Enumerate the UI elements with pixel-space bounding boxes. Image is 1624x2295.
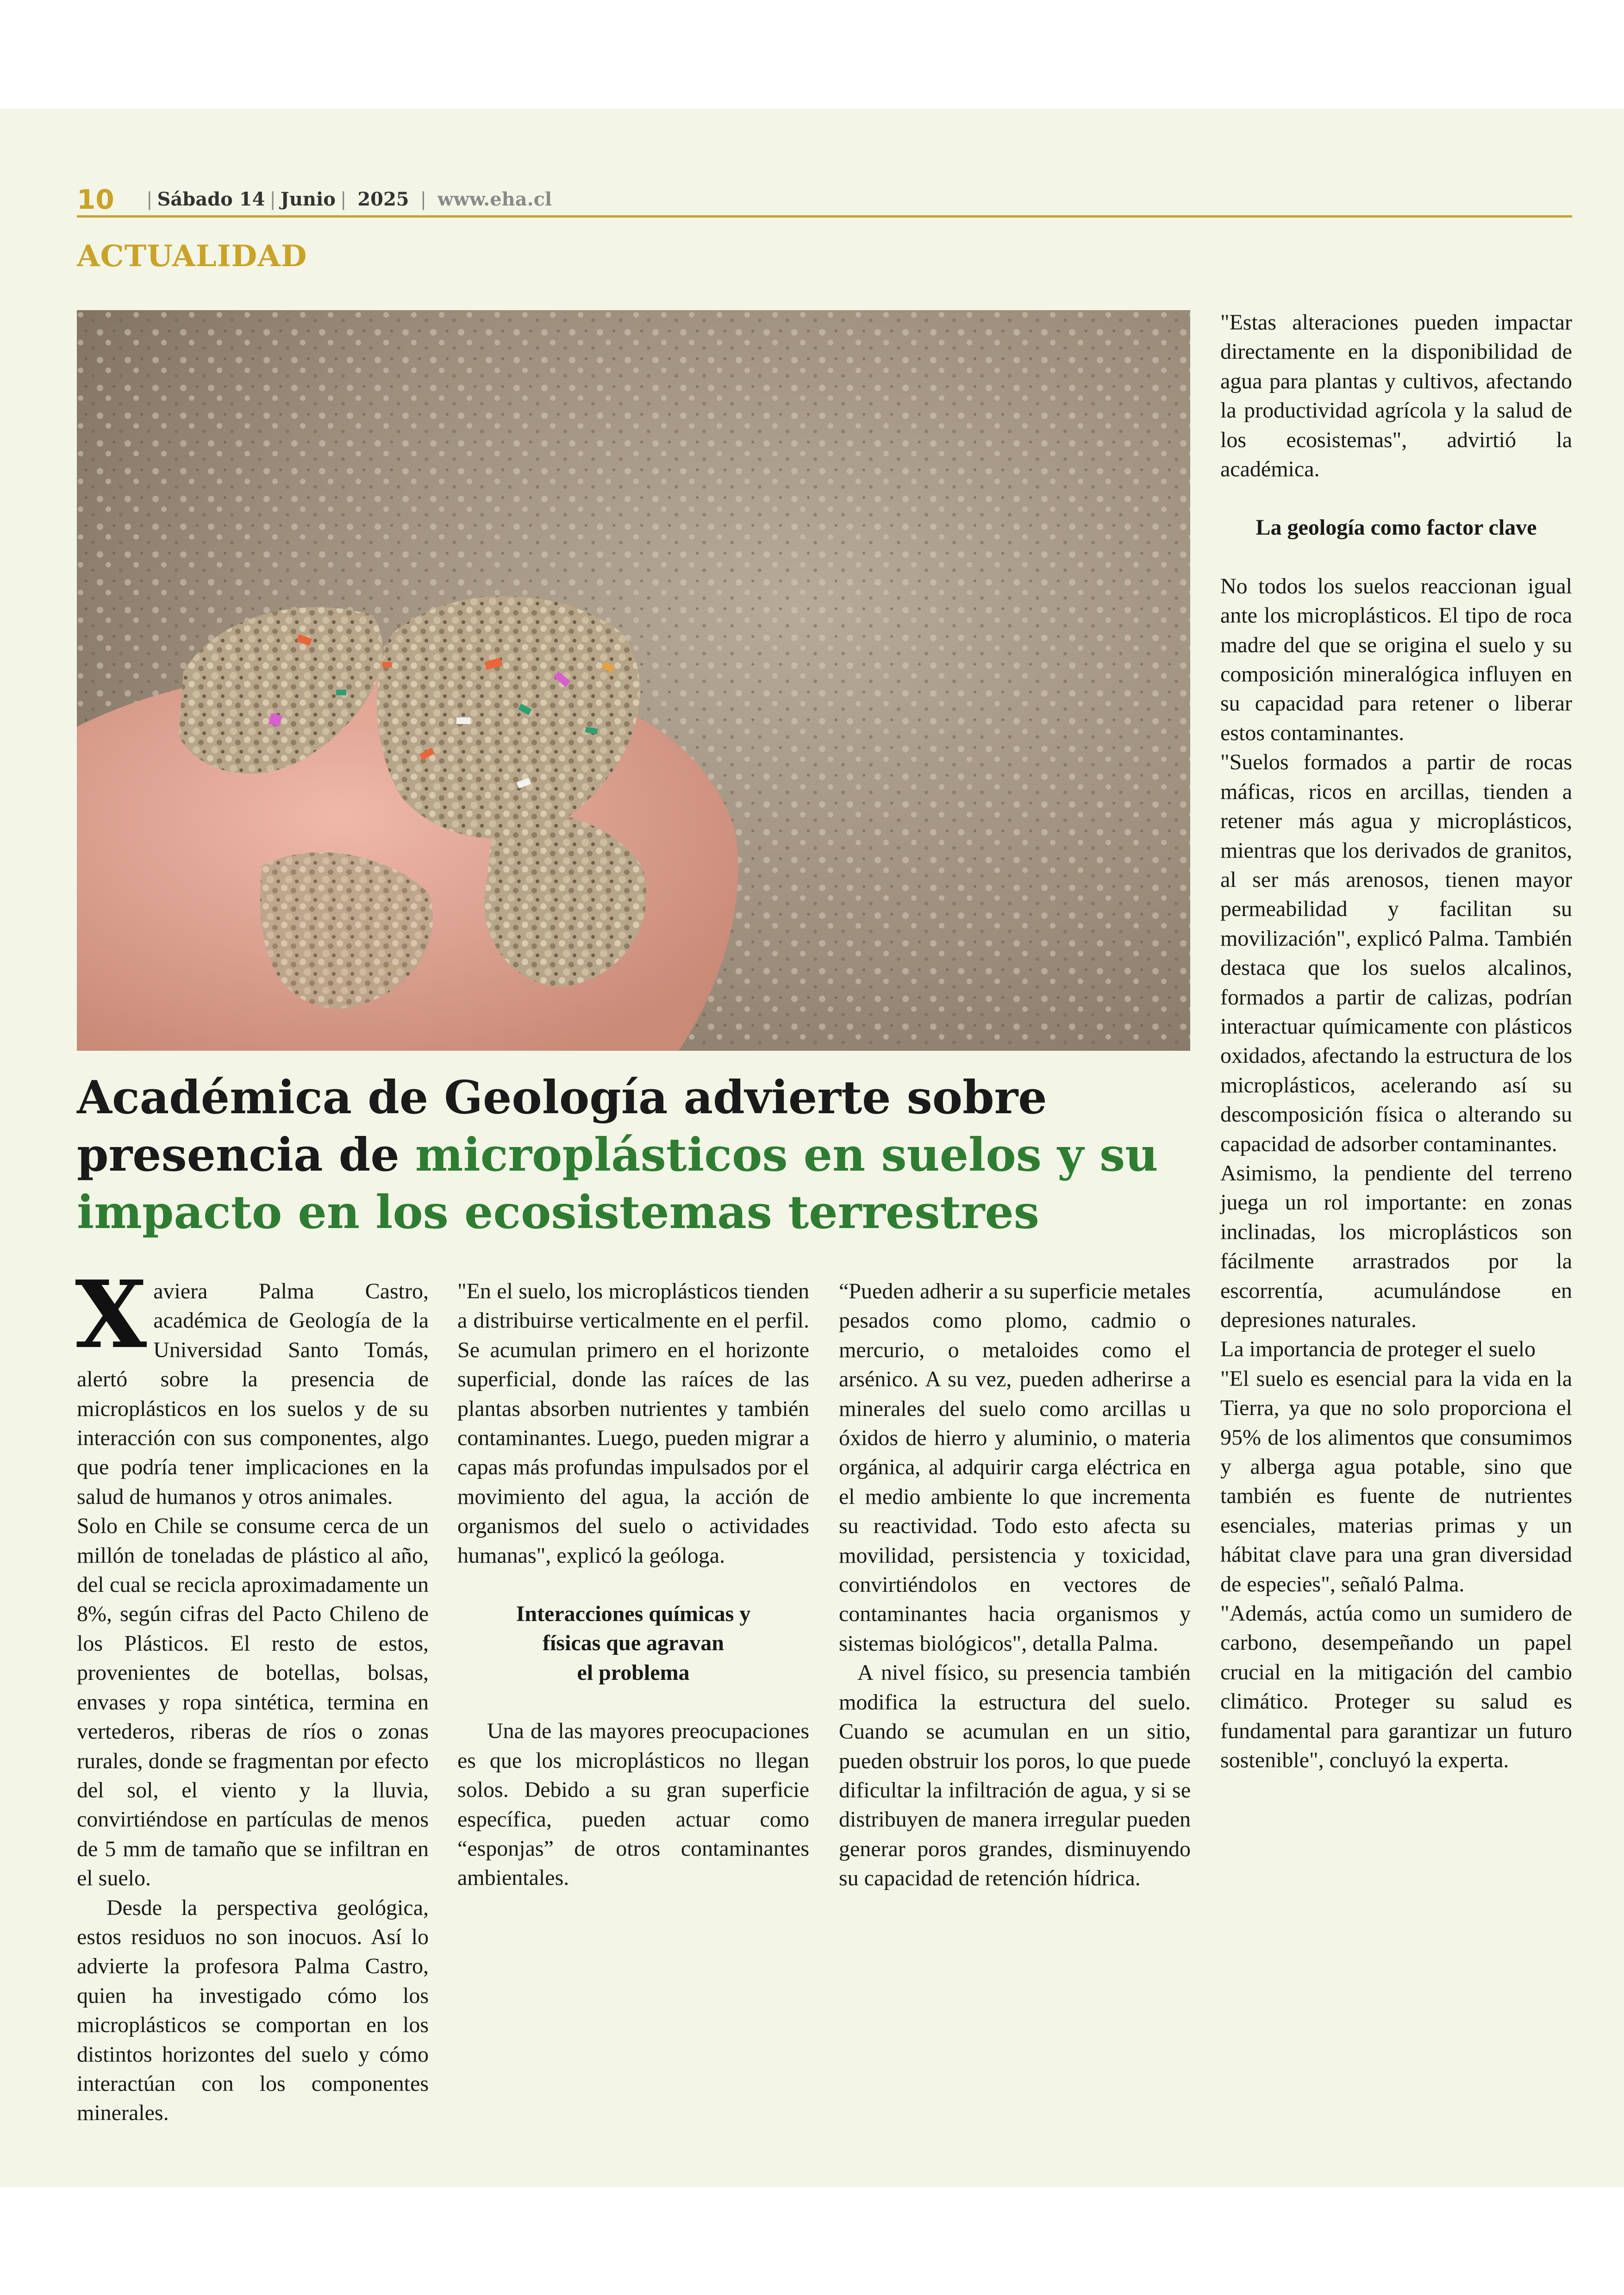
section-label: ACTUALIDAD [77, 239, 307, 274]
paragraph: "Además, actúa como un sumidero de carbono, desempeñando un papel crucial en la mitigación del cambio climático. Proteger su salud es fundamental para garantizar un futuro sostenible", concluyó la experta. [1220, 1601, 1572, 1773]
paragraph: "El suelo es esencial para la vida en la Tierra, ya que no solo proporciona el 95% de los alimentos que consumimos y alberga agua potable, sino que también es fuente de nutrientes esenciales, materias primas y un hábitat clave para una gran diversidad de especies", señaló Palma. [1220, 1366, 1572, 1597]
paragraph: A nivel físico, su presencia también modifica la estructura del suelo. Cuando se acumulan en un sitio, pueden obstruir los poros, lo que puede dificultar la infiltración de agua, y si se distribuyen de manera irregular pueden generar poros grandes, disminuyendo su capacidad de retención hídrica. [839, 1660, 1191, 1891]
article-column-3 [839, 1277, 1191, 1893]
headline-part-green: microplásticos en suelos y su impacto en los ecosistemas terrestres [77, 1129, 1158, 1239]
article-column-1 [75, 1260, 429, 2128]
headline-part-black: Académica de Geología advierte sobre presencia de [77, 1071, 1047, 1182]
paragraph: aviera Palma Castro, académica de Geología de la Universidad Santo Tomás, alertó sobre la presencia de microplásticos en los suelos y de su interacción con sus componentes, algo que podría tener implicaciones en la salud de humanos y otros animales. [77, 1279, 429, 1509]
paragraph: La importancia de proteger el suelo [1220, 1337, 1536, 1362]
paragraph: Solo en Chile se consume cerca de un millón de toneladas de plástico al año, del cual se recicla aproximadamente un 8%, según cifras del Pacto Chileno de los Plásticos. El resto de estos, provenientes de botellas, bolsas, envases y ropa sintética, termina en vertederos, riberas de ríos o zonas rurales, donde se fragmentan por efecto del sol, el viento y la lluvia, convirtiéndose en partículas de menos de 5 mm de tamaño que se infiltran en el suelo. [77, 1514, 429, 1891]
website-link[interactable]: www.eha.cl [437, 188, 552, 210]
subheading: La geología como factor clave [1255, 515, 1537, 540]
paragraph: Una de las mayores preocupaciones es que los microplásticos no llegan solos. Debido a su gran superficie específica, pueden actuar como “esponjas” de otros contaminantes ambientales. [457, 1719, 809, 1890]
page-number: 10 [77, 184, 114, 215]
page-header [77, 183, 1572, 218]
article-headline [77, 1069, 1197, 1241]
paragraph: No todos los suelos reaccionan igual ante los microplásticos. El tipo de roca madre del que se origina el suelo y su composición mineralógica influyen en su capacidad para retener o liberar estos contaminantes. [1220, 574, 1572, 745]
article-column-4 [1220, 308, 1572, 1775]
paragraph: "En el suelo, los microplásticos tienden a distribuirse verticalmente en el perfil. Se acumulan primero en el horizonte superficial, donde las raíces de las plantas absorben nutrientes y también contaminantes. Luego, pueden migrar a capas más profundas impulsados por el movimiento del agua, la acción de organismos del suelo o actividades humanas", explicó la geóloga. [457, 1279, 809, 1568]
date-month: Junio [280, 188, 336, 210]
paragraph: "Estas alteraciones pueden impactar directamente en la disponibilidad de agua para plantas y cultivos, afectando la productividad agrícola y la salud de los ecosistemas", advirtió la académica. [1220, 310, 1572, 482]
paragraph: "Suelos formados a partir de rocas máficas, ricos en arcillas, tienden a retener más agua y microplásticos, mientras que los derivados de granitos, al ser más arenosos, tienen mayor permeabilidad y facilitan su movilización", explicó Palma. También destaca que los suelos alcalinos, formados a partir de calizas, podrían interactuar químicamente con plásticos oxidados, afectando la estructura de los microplásticos, acelerando así su descomposición física o alterando su capacidad de adsorber contaminantes. [1220, 750, 1572, 1156]
date-day: Sábado 14 [157, 188, 265, 210]
date-year: 2025 [357, 188, 409, 210]
dateline: | Sábado 14 | Junio | 2025 | www.eha.cl [146, 188, 552, 210]
article-column-2 [457, 1277, 809, 1893]
drop-cap: X [75, 1260, 147, 1369]
paragraph: “Pueden adherir a su superficie metales pesados como plomo, cadmio o mercurio, o metaloides como el arsénico. A su vez, pueden adherirse a minerales del suelo como arcillas u óxidos de hierro y aluminio, o materia orgánica, al adquirir carga eléctrica en el medio ambiente lo que incrementa su reactividad. Todo esto afecta su movilidad, persistencia y toxicidad, convirtiéndolos en vectores de contaminantes hacia organismos y sistemas biológicos", detalla Palma. [839, 1279, 1191, 1656]
subheading: Interacciones químicas y físicas que agravan el problema [516, 1602, 751, 1685]
paragraph: Desde la perspectiva geológica, estos residuos no son inocuos. Así lo advierte la profesora Palma Castro, quien ha investigado cómo los microplásticos se comportan en los distintos horizontes del suelo y cómo interactúan con los componentes minerales. [77, 1895, 429, 2126]
paragraph: Asimismo, la pendiente del terreno juega un rol importante: en zonas inclinadas, los microplásticos son fácilmente arrastrados por la escorrentía, acumulándose en depresiones naturales. [1220, 1160, 1572, 1332]
hand-with-microplastics-photo [77, 310, 1190, 1051]
